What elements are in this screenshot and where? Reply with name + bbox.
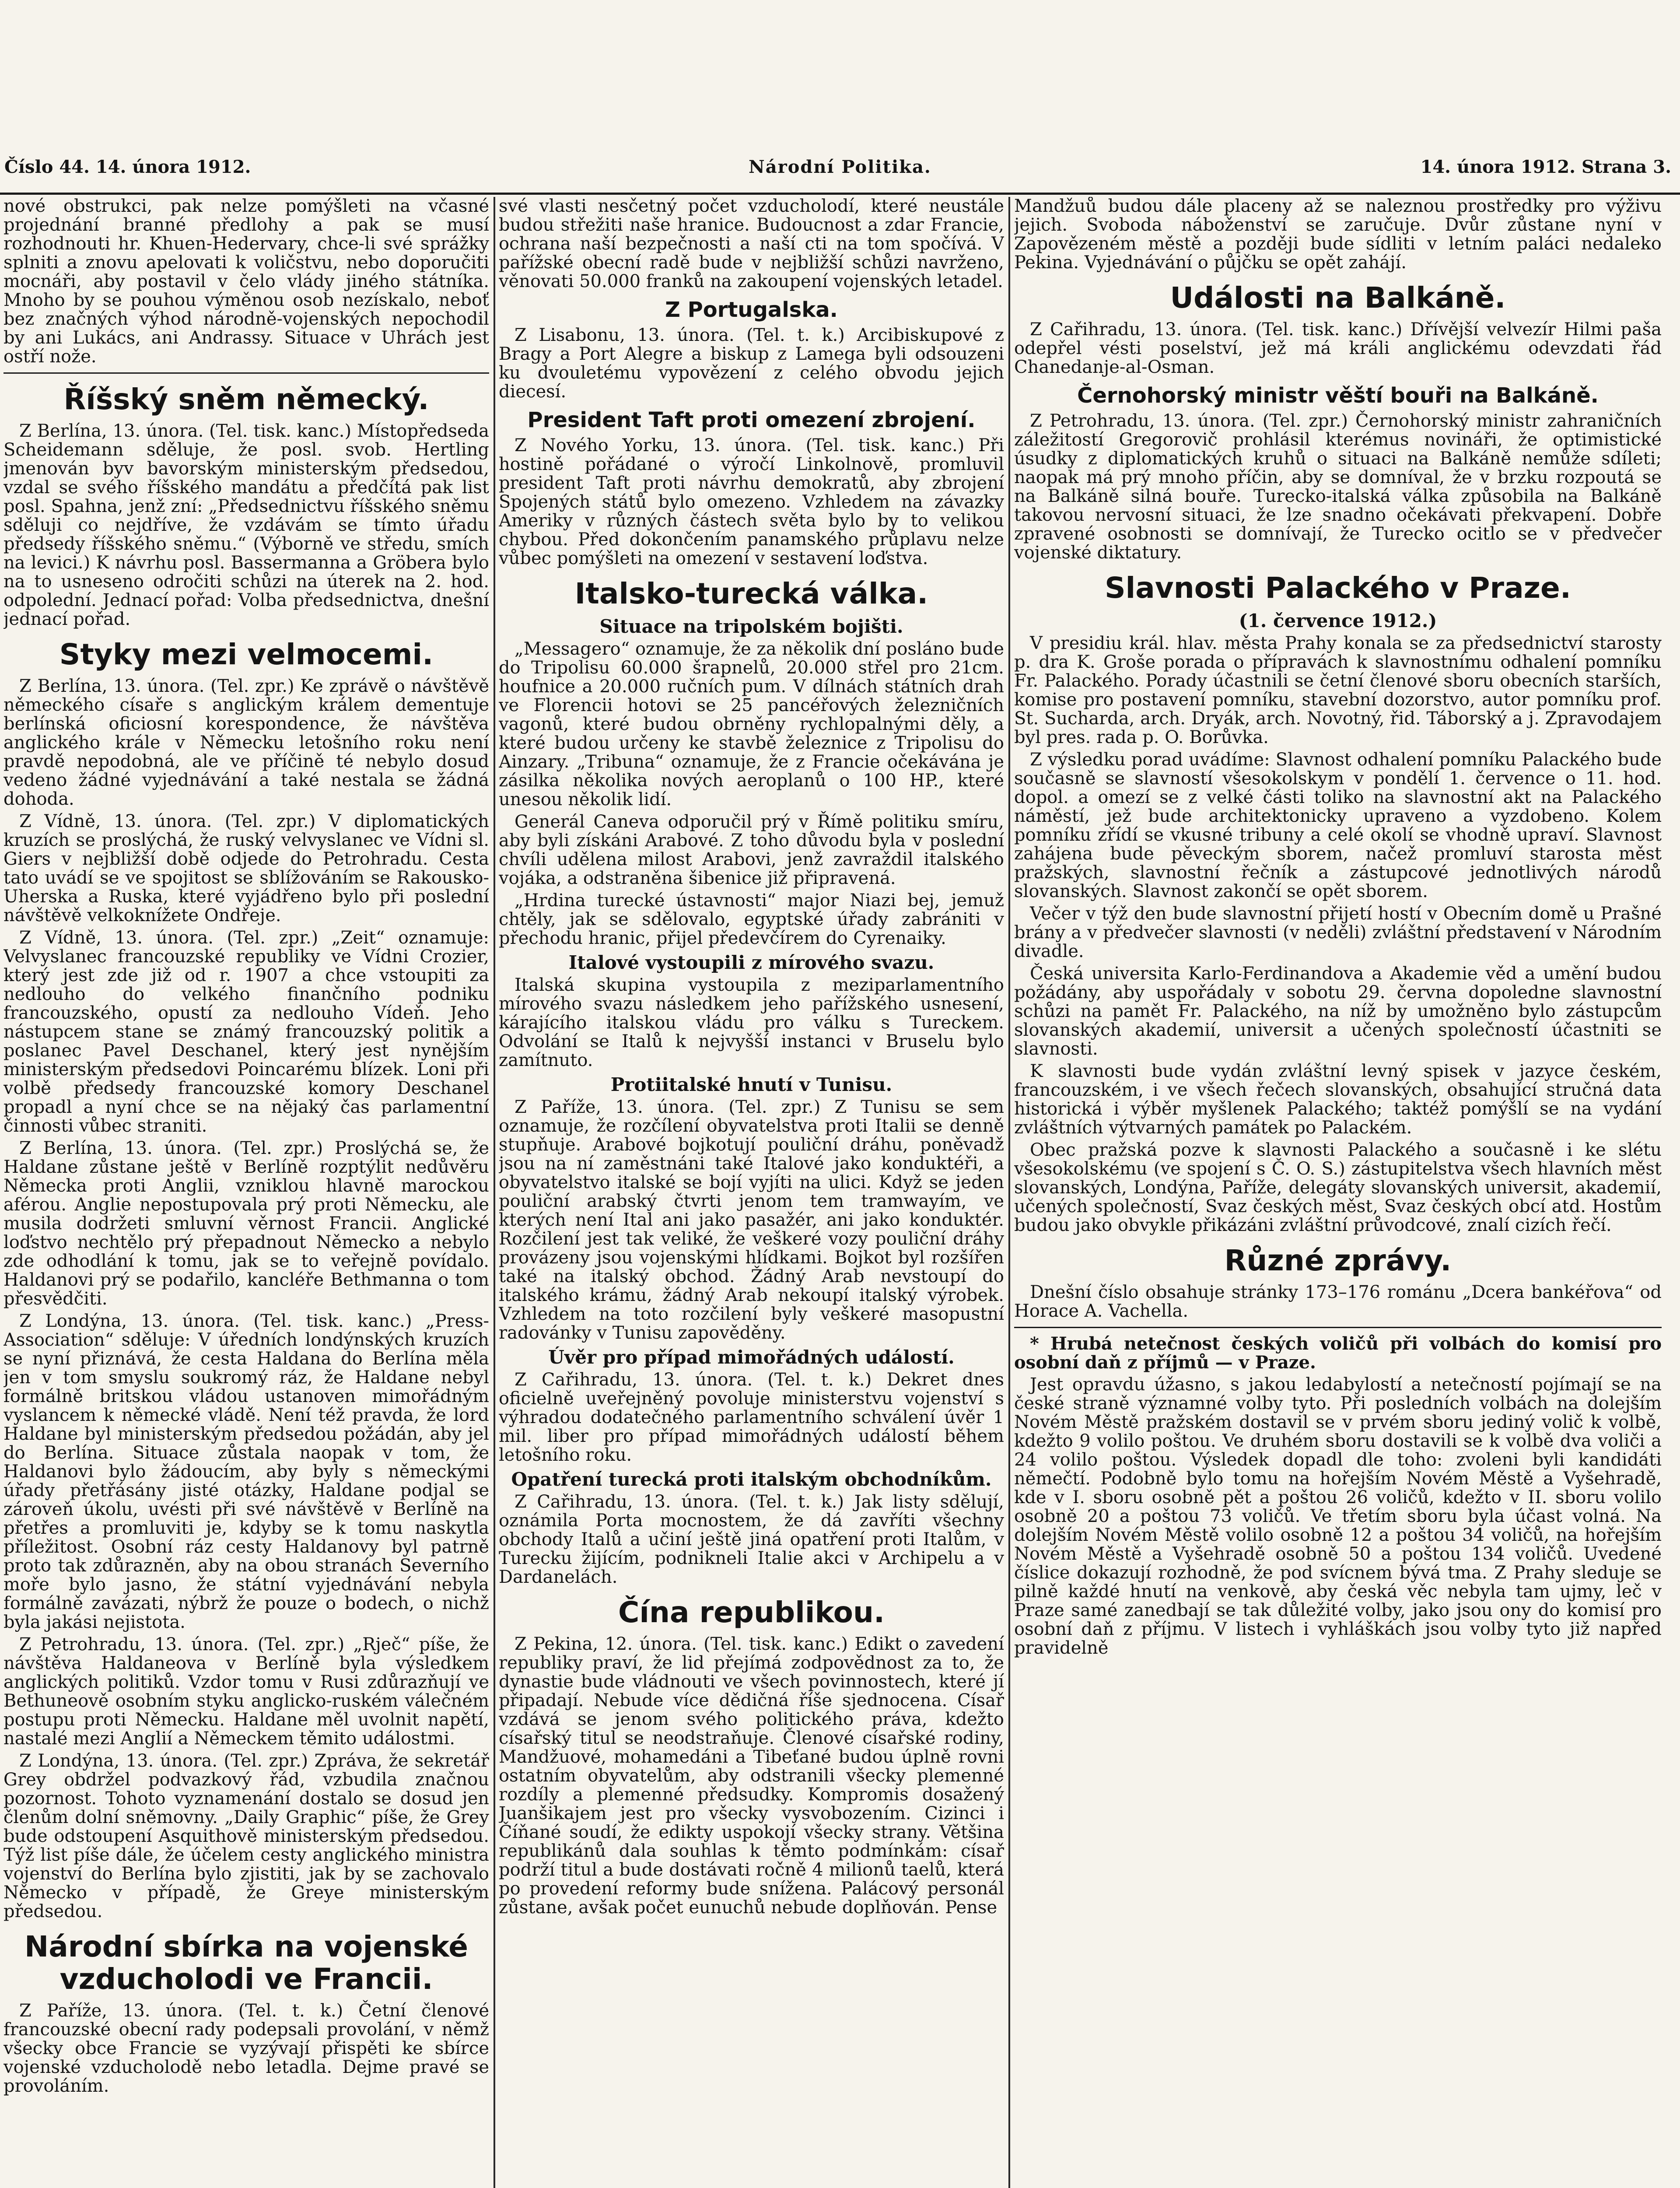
article-tripoli-2: Generál Caneva odporučil prý v Římě politiku smíru, aby byli získáni Arabové. Z toho důvodu byla v poslední chvíli udělena milost Arabovi, jenž zavraždil italského vojáka, a odstraněna šibenice již připravená. <box>499 812 1004 888</box>
palacky-date: (1. července 1912.) <box>1239 610 1437 631</box>
subheadline-tunis: Protiitalské hnutí v Tunisu. <box>610 1074 892 1095</box>
article-tunis: Z Paříže, 13. února. (Tel. zpr.) Z Tunisu se sem oznamuje, že rozčílení obyvatelstva proti Italii se denně stupňuje. Arabové bojkotují pouliční dráhu, poněvadž jsou na ní zaměstnáni také Italové jako konduktéři, a obyvatelstvo italské se bojí vyjíti na ulici. Když se jeden pouliční arabský čtvrti jenom tem tramwayím, ve kterých není Ital ani jako pasažér, ani jako konduktér. Rozčilení jest tak veliké, že veškeré vozy pouliční dráhy provázeny jsou vojenskými hlídkami. Bojkot byl rozšířen také na italský obchod. Žádný Arab nevstoupí do italského krámu, žádný Arab nekoupí italský výrobek. Vzhledem na toto rozčilení byly veškeré masopustní radovánky v Tunisu zapověděny. <box>499 1097 1004 1343</box>
article-palacky-2: Z výsledku porad uvádíme: Slavnost odhalení pomníku Palackého bude současně se slavností všesokolskym v pondělí 1. července o 11. hod. dopol. a omezí se z velké části toliko na slavnostní akt na Palackého náměstí, jež bude architektonicky upraveno a vyzdobeno. Kolem pomníku zřídí se vkusné tribuny a celé okolí se vhodně upraví. Slavnost zahájena bude pěveckým sborem, načež promluví starosta měst pražských, slavnostní řečník a zástupcové jednotlivých národů slovanských. Slavnost zakončí se opět sborem. <box>1014 750 1662 901</box>
article-tripoli-1: „Messagero“ oznamuje, že za několik dní posláno bude do Tripolisu 60.000 šrapnelů, 20.000 střel pro 21cm. houfnice a 20.000 ručních pum. V dílnách státních drah ve Florencii hotovi se 25 pancéřových železničních vagonů, které budou obrněny rychlopalnými děly, a které budou určeny ke stavbě železnice z Tripolisu do Ainzary. „Tribuna“ oznamuje, že z Francie očekávána je zásilka několika nových aeroplanů o 100 HP., které unesou několik lidí. <box>499 639 1004 810</box>
masthead <box>0 153 1680 195</box>
issue-number: Číslo 44. 14. února 1912. <box>4 157 251 177</box>
headline-balkan: Události na Balkáně. <box>1170 281 1506 315</box>
article-credit: Z Cařihradu, 13. února. (Tel. t. k.) Dekret dnes oficielně uveřejněný povoluje ministerstvu vojenství s výhradou dodatečného parlamentního schválení úvěr 1 mil. liber pro případ mimořádných událostí během letošního roku. <box>499 1370 1004 1465</box>
article-continuation: Mandžuů budou dále placeny až se naleznou prostředky pro výživu jejich. Svoboda náboženství se zaručuje. Dvůr zůstane nyní v Zapovězeném městě a později bude sídliti v letním paláci nedaleko Pekina. Vyjednávání o půjčku se opět zahájí. <box>1014 197 1662 273</box>
paper-name: Národní Politika. <box>749 157 931 177</box>
article-measures: Z Cařihradu, 13. února. (Tel. t. k.) Jak listy sdělují, oznámila Porta mocnostem, že dá zavříti všechny obchody Italů a učiní ještě jiná opatření proti Italům, v Turecku žijícím, podnikneli Italie akci v Archipelu a v Dardanelách. <box>499 1492 1004 1587</box>
subheadline-measures: Opatření turecká proti italským obchodníkům. <box>511 1469 992 1490</box>
article-montenegro: Z Petrohradu, 13. února. (Tel. zpr.) Černohorský ministr zahraničních záležitostí Gregorovič prohlásil kterémus novináři, že optimistické úsudky z diplomatických kruhů o situaci na Balkáně nemůže sdíleti; naopak má prý mnoho příčin, aby se domníval, že v brzku rozpoutá se na Balkáně silná bouře. Turecko-italská válka způsobila na Balkáně takovou nervosní situaci, že lze snadno očekávati překvapení. Dobře zpravené osobnosti se domnívají, že Turecko ocitlo se v předvečer vojenské diktatury. <box>1014 411 1662 563</box>
article-palacky-6: Obec pražská pozve k slavnosti Palackého a současně i ke slétu všesokolskému (ve spojení s Č. O. S.) zástupitelstva všech hlavních měst slovanských, Londýna, Paříže, delegáty slovanských universit, akademií, učených společností, Svaz českých měst, Svaz českých obcí atd. Hostům budou jako obvykle přikázáni zvláštní průvodcové, znalí cizích řečí. <box>1014 1140 1662 1235</box>
article-reichstag: Z Berlína, 13. února. (Tel. tisk. kanc.) Místopředseda Scheidemann sděluje, že posl. svob. Hertling jmenován byv bavorským ministerským předsedou, vzdal se svého říšského mandátu a předčítá pak list posl. Spahna, jenž zní: „Předsednictvu říšského sněmu sděluji co nejdříve, že vzdávám se tímto úřadu předsedy říšského sněmu.“ (Výborně ve středu, smích na levici.) K návrhu posl. Bassermanna a Gröbera bylo na to usneseno odročiti schůzi na úterek na 2. hod. odpolední. Jednací pořad: Volba předsednictva, dnešní jednací pořad. <box>4 421 489 629</box>
notice-headline: * Hrubá netečnost českých voličů při volbách do komisí pro osobní daň z příjmů — v Praze. <box>1014 1333 1662 1373</box>
headline-war: Italsko-turecká válka. <box>574 577 928 610</box>
section-rule <box>4 372 489 374</box>
article-tripoli-3: „Hrdina turecké ústavnosti“ major Niazi bej, jemuž chtěly, jak se sdělovalo, egyptské úřady zabrániti v přechodu hranic, přijel předevčírem do Cyrenaiky. <box>499 891 1004 948</box>
date-and-page: 14. února 1912. Strana 3. <box>1420 157 1671 177</box>
headline-reichstag: Říšský sněm německý. <box>63 382 429 416</box>
subheadline-tripoli: Situace na tripolském bojišti. <box>599 616 903 637</box>
article-portugal: Z Lisabonu, 13. února. (Tel. t. k.) Arcibiskupové z Bragy a Port Alegre a biskup z Lamega byli odsouzeni ku dvouletému vypovězení z celého obvodu jejich diecesí. <box>499 325 1004 402</box>
headline-taft: President Taft proti omezení zbrojení. <box>527 408 976 432</box>
headline-portugal: Z Portugalska. <box>665 298 838 322</box>
headline-china: Čína republikou. <box>618 1595 885 1629</box>
article-misc-intro: Dnešní číslo obsahuje stránky 173–176 románu „Dcera bankéřova“ od Horace A. Vachella. <box>1014 1282 1662 1321</box>
column-divider <box>494 197 495 2188</box>
article-palacky-5: K slavnosti bude vydán zvláštní levný spisek v jazyce českém, francouzském, i ve všech řečech slovanských, obsahující stručná data historická i výběr myšlenek Palackého; taktéž pomýšlí se na vydání zvláštních výtvarných památek po Palackém. <box>1014 1061 1662 1138</box>
column-3 <box>1014 197 1662 2188</box>
article-palacky-1: V presidiu král. hlav. města Prahy konala se za předsednictví starosty p. dra K. Groše porada o přípravách k slavnostnímu odhalení pomníku Fr. Palackého. Porady účastnili se četní členové sboru obecních starších, komise pro postavení pomníku, stavební dozorstvo, autor pomníku prof. St. Sucharda, arch. Dryák, arch. Novotný, řid. Táborský a j. Zpravodajem byl pres. rada p. O. Borůvka. <box>1014 633 1662 747</box>
article-palacky-3: Večer v týž den bude slavnostní přijetí hostí v Obecním domě u Prašné brány a v předvečer slavnosti (v neděli) zvláštní představení v Národním divadle. <box>1014 904 1662 961</box>
article-collection: Z Paříže, 13. února. (Tel. t. k.) Četní členové francouzské obecní rady podepsali provolání, v němž všecky obce Francie se vyzývají přispěti ke sbírce vojenské vzducholodě nebo letadla. Dejme pravé se provoláním. <box>4 2001 489 2096</box>
column-1 <box>4 197 489 2188</box>
article-misc: Jest opravdu úžasno, s jakou ledabylostí a netečností pojímají se na české straně významné volby tyto. Při posledních volbách na dolejším Novém Městě pražském dostavil se v prvém sboru jediný volič k volbě, kdežto 9 volilo poštou. Ve druhém sboru dostavili se k volbě dva voliči a 24 volilo poštou. Výsledek dopadl dle toho: zvoleni byli kandidáti němečtí. Podobně bylo tomu na hořejším Novém Městě a Vyšehradě, kde v I. sboru osobně pět a poštou 26 voličů, kdežto v II. sboru volilo osobně 20 a poštou 73 voličů. Ve třetím sboru byla účast volná. Na dolejším Novém Městě volilo osobně 12 a poštou 34 voličů, na hořejším Novém Městě a Vyšehradě osobně 50 a poštou 134 voličů. Uvedené číslice dokazují rozhodně, že pod svícnem bývá tma. Z Prahy sleduje se pilně každé hnutí na venkově, aby česká věc nebyla tam ujmy, leč v Praze samé zanedbají se tak důležité volby, jako jsou ony do komisí pro osobní daň z příjmu. V listech i vyhláškách jsou volby tyto již napřed pravidelně <box>1014 1375 1662 1658</box>
article-continuation: své vlasti nesčetný počet vzducholodí, které neustále budou střežiti naše hranice. Budoucnost a zdar Francie, ochrana naší bezpečnosti a naší cti na tom spočívá. V pařížské obecní radě bude v nejbližší schůzi navrženo, věnovati 50.000 franků na zakoupení vojenských letadel. <box>499 197 1004 291</box>
headline-montenegro: Černohorský ministr věští bouři na Balkáně. <box>1077 383 1599 408</box>
headline-powers: Styky mezi velmocemi. <box>59 638 434 671</box>
article-powers-3: Z Vídně, 13. února. (Tel. zpr.) „Zeit“ oznamuje: Velvyslanec francouzské republiky ve Vídni Crozier, který jest zde již od r. 1907 a chce vstoupiti za nedlouho do velkého finančního podniku francouzského, opustí za nedlouho Vídeň. Jeho nástupcem stane se známý francouzský politik a poslanec Pavel Deschanel, který jest nynějším ministerským předsedovi Poincarému blízek. Loni při volbě předsedy francouzské komory Deschanel propadl a nyní chce se na nějaký čas parlamentní činnosti vůbec straniti. <box>4 928 489 1136</box>
subheadline-peace: Italové vystoupili z mírového svazu. <box>568 952 934 973</box>
article-powers-1: Z Berlína, 13. února. (Tel. zpr.) Ke zprávě o návštěvě německého císaře s anglickým králem dementuje berlínská oficiosní korespondence, že návštěva anglického krále v Německu letošního roku není pravdě nepodobná, ale ve příčině té nebylo dosud vedeno žádné vyjednávání a také nestala se žádná dohoda. <box>4 676 489 809</box>
section-rule <box>1014 1327 1662 1328</box>
article-powers-7: Z Londýna, 13. února. (Tel. zpr.) Zpráva, že sekretář Grey obdržel podvazkový řád, vzbudila značnou pozornost. Tohoto vyznamenání dostalo se dosud jen členům dolní sněmovny. „Daily Graphic“ píše, že Grey bude odstoupení Asquithově ministerským předsedou. Týž list píše dále, že účelem cesty anglického ministra vojenství do Berlína bylo zjistiti, jak by se zachovalo Německo v případě, že Greye ministerským předsedou. <box>4 1751 489 1922</box>
article-powers-6: Z Petrohradu, 13. února. (Tel. zpr.) „Rječ“ píše, že návštěva Haldaneova v Berlíně byla výsledkem anglických politiků. Vzdor tomu v Rusi zdůrazňují ve Bethuneově osobním styku anglicko-ruském válečném postupu proti Německu. Haldane měl uvolnit napětí, nastalé mezi Anglií a Německem těmito událostmi. <box>4 1634 489 1749</box>
article-powers-5: Z Londýna, 13. února. (Tel. tisk. kanc.) „Press-Association“ sděluje: V úředních londýnských kruzích se nyní přiznává, že cesta Haldana do Berlína měla jen v tom smyslu soukromý ráz, že Haldane nebyl formálně britskou vládou ustanoven mimořádným vyslancem k německé vládě. Není též pravda, že lord Haldane byl ministerským předsedou požádán, aby jel do Berlína. Situace zůstala naopak v tom, že Haldanovi bylo žádoucím, aby byly s německými úřady přetřásány jisté otázky, Haldane podjal se zároveň úkolu, uvésti při své návštěvě v Berlíně na přetřes a promluviti je, kdyby se k tomu naskytla příležitost. Osobní ráz cesty Haldanovy byl patrně proto tak zdůrazněn, aby na obou stranách Severního moře bylo jasno, že státní vyjednávání nebyla formálně zavázati, nýbrž že pouze o bodech, o nichž byla jakási nejistota. <box>4 1311 489 1632</box>
article-china: Z Pekina, 12. února. (Tel. tisk. kanc.) Edikt o zavedení republiky praví, že lid přejímá zodpovědnost za to, že dynastie bude vládnouti ve všech povinnostech, které jí připadají. Nebude více dědičná říše sjednocena. Císař vzdává se jenom svého politického práva, kdežto císařský titul se neodstraňuje. Členové císařské rodiny, Mandžuové, mohamedáni a Tibeťané budou úplně rovni ostatním obyvatelům, aby odstranili všecky plemenné rozdíly a plemenné předsudky. Kompromis dosažený Juanšikajem jest pro všecky vysvobozením. Cizinci i Číňané soudí, že edikty uspokojí všecky strany. Většina republikánů dala souhlas k těmto podmínkám: císař podrží titul a bude dostávati ročně 4 milionů taelů, která po provedení reformy bude snížena. Palácový personál zůstane, avšak počet eunuchů nebude doplňován. Pense <box>499 1634 1004 1918</box>
column-divider <box>1008 197 1010 2188</box>
article-powers-4: Z Berlína, 13. února. (Tel. zpr.) Proslýchá se, že Haldane zůstane ještě v Berlíně rozptýlit nedůvěru Německa proti Anglii, vzniklou hlavně marockou aférou. Anglie nepostupovala prý proti Německu, ale musila dodržeti smluvní věrnost Francii. Anglické loďstvo nechtělo prý přepadnout Německo a nebylo zde odhodlání k tomu, jak se to veřejně povídalo. Haldanovi prý se podařilo, kancléře Bethmanna o tom přesvědčiti. <box>4 1138 489 1309</box>
article-balkan: Z Cařihradu, 13. února. (Tel. tisk. kanc.) Dřívější velvezír Hilmi paša odepřel vésti poselství, jež má králi anglickému odevzdati řád Chanedanje-al-Osman. <box>1014 319 1662 377</box>
column-2 <box>499 197 1004 2188</box>
article-continuation: nové obstrukci, pak nelze pomýšleti na včasné projednání branné předlohy a pak se musí rozhodnouti hr. Khuen-Hedervary, chce-li své sprážky splniti a znovu apelovati k voličstvu, nebo doporučiti mocnáři, aby postavil v čelo vlády jiného státníka. Mnoho by se pouhou výměnou osob nezískalo, neboť bez značných výhod národně-vojenských nepochodil by ani Lukács, ani Andrassy. Situace v Uhrách jest ostří nože. <box>4 197 489 367</box>
article-peace: Italská skupina vystoupila z meziparlamentního mírového svazu následkem jeho pařížského usnesení, kárajícího italskou vládu pro válku s Tureckem. Odvolání se Italů k nejvyšší instanci v Bruselu bylo zamítnuto. <box>499 975 1004 1070</box>
headline-collection: Národní sbírka na vojenské vzducholodi ve Francii. <box>24 1930 468 1996</box>
headline-misc: Různé zprávy. <box>1224 1244 1452 1277</box>
headline-palacky: Slavnosti Palackého v Praze. <box>1105 571 1571 605</box>
article-powers-2: Z Vídně, 13. února. (Tel. zpr.) V diplomatických kruzích se proslýchá, že ruský velvyslanec ve Vídni sl. Giers v nejbližší době odjede do Petrohradu. Cesta tato uvádí se ve spojitost se sblížováním se Rakousko-Uherska a Ruska, které vyjádřeno bylo při poslední návštěvě velkoknížete Ondřeje. <box>4 811 489 926</box>
article-taft: Z Nového Yorku, 13. února. (Tel. tisk. kanc.) Při hostině pořádané o výročí Linkolnově, promluvil president Taft proti návrhu demokratů, aby zbrojení Spojených států bylo omezeno. Vzhledem na závazky Ameriky v různých částech světa bylo by to velikou chybou. Před dokončením panamského průplavu nelze vůbec pomýšleti na omezení v sestavení loďstva. <box>499 435 1004 568</box>
subheadline-credit: Úvěr pro případ mimořádných událostí. <box>548 1346 955 1368</box>
article-palacky-4: Česká universita Karlo-Ferdinandova a Akademie věd a umění budou požádány, aby uspořádaly v sobotu 29. června dopoledne slavnostní schůzi na pamět Fr. Palackého, na níž by umožněno bylo zástupcům slovanských akademií, universit a učených společností účastniti se slavnosti. <box>1014 964 1662 1059</box>
